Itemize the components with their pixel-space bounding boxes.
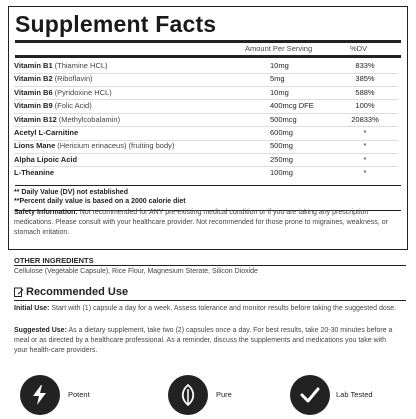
dv-note: ** Daily Value (DV) not established — [14, 189, 128, 196]
ingredient-dv: * — [363, 141, 367, 151]
ingredient-name — [14, 168, 54, 178]
other-ingredients-title: OTHER INGREDIENTS — [14, 256, 94, 265]
pure-label: Pure — [216, 390, 232, 399]
lightning-icon — [28, 383, 52, 407]
ingredient-subname: (Hericium erinaceus) (fruiting body) — [57, 141, 175, 151]
panel-title: Supplement Facts — [15, 11, 217, 37]
ingredient-row — [14, 168, 398, 178]
recommended-divider — [14, 300, 406, 301]
ingredient-row — [14, 141, 398, 151]
ingredient-name-main: L-Theanine — [14, 168, 55, 178]
ingredient-name — [14, 155, 77, 165]
safety-text: Not recommended for ANY pre-existing medical condition or if you are taking any prescription medications. Please consult with your healthcare provider. Not recommended for those prone to migraines, weakness, or stomach irritation. — [14, 209, 388, 236]
initial-use-paragraph — [14, 304, 398, 314]
ingredient-subname: (Folic Acid) — [54, 101, 92, 111]
title-divider — [15, 40, 401, 43]
ingredient-name-main: Vitamin B6 — [14, 87, 53, 97]
potent-badge — [20, 375, 60, 415]
ingredient-name-main: Vitamin B12 — [14, 114, 57, 124]
ingredient-row — [14, 128, 398, 138]
ingredient-dv: * — [363, 168, 367, 178]
ingredient-dv: * — [363, 128, 367, 137]
row-divider — [14, 99, 398, 100]
initial-use-label: Initial Use: — [14, 305, 50, 312]
ingredient-amount: 10mg — [270, 61, 289, 70]
ingredient-row — [14, 74, 398, 84]
ingredient-amount: 250mg — [270, 154, 293, 164]
ingredient-dv: 833% — [355, 61, 375, 70]
leaf-icon — [176, 383, 200, 407]
row-divider — [14, 86, 398, 87]
ingredient-dv: 20833% — [351, 114, 379, 124]
dv-header: %DV — [350, 44, 368, 53]
ingredient-name — [14, 141, 174, 151]
ingredient-name-main: Vitamin B2 — [14, 74, 53, 84]
ingredient-amount: 100mg — [270, 168, 293, 178]
ingredient-dv: 100% — [355, 101, 375, 111]
safety-label: Safety Information: — [14, 209, 78, 216]
lab-tested-label: Lab Tested — [336, 390, 373, 399]
amount-header: Amount Per Serving — [245, 44, 313, 53]
lab-tested-badge — [290, 375, 330, 415]
ingredient-name — [14, 115, 120, 125]
row-divider — [14, 113, 398, 114]
ingredient-amount: 600mg — [270, 128, 293, 137]
pure-badge — [168, 375, 208, 415]
ingredient-name-main: Vitamin B1 — [14, 61, 53, 70]
ingredient-dv: * — [363, 154, 367, 164]
header-divider — [15, 55, 401, 58]
ingredient-name-main: Lions Mane — [14, 141, 56, 151]
ingredient-row — [14, 61, 398, 71]
ingredient-name-main: Acetyl L-Carnitine — [14, 128, 79, 137]
ingredient-subname: (Thiamine HCL) — [54, 61, 108, 70]
ingredient-subname: (Riboflavin) — [54, 74, 93, 84]
ingredient-name — [14, 61, 108, 71]
recommended-use-title: Recommended Use — [26, 286, 129, 298]
ingredient-amount: 10mg — [270, 87, 289, 97]
row-divider — [14, 166, 398, 167]
calorie-note: **Percent daily value is based on a 2000 calorie diet — [14, 198, 186, 205]
potent-label: Potent — [68, 390, 90, 399]
ingredient-row — [14, 155, 398, 165]
ingredient-subname: (Methylcobalamin) — [58, 114, 121, 124]
suggested-use-text: As a dietary supplement, take two (2) capsules once a day. For best results, take 20-30 minutes before a meal or as directed by a healthcare professional. As a reminder, discuss the supplements and medications you take with your health-care providers. — [14, 327, 393, 354]
initial-use-text: Start with (1) capsule a day for a week. Assess tolerance and monitor results before taking the suggested dose. — [49, 305, 397, 312]
ingredient-amount: 5mg — [270, 74, 285, 84]
row-divider — [14, 140, 398, 141]
ingredient-amount: 400mcg DFE — [270, 101, 314, 111]
ingredient-row — [14, 115, 398, 125]
edit-note-icon — [14, 287, 24, 297]
ingredient-name — [14, 88, 112, 98]
ingredient-dv: 385% — [355, 74, 375, 84]
row-divider — [14, 126, 398, 127]
ingredient-amount: 500mcg — [270, 114, 297, 124]
ingredient-row — [14, 88, 398, 98]
ingredient-name — [14, 128, 78, 138]
other-ingredients-divider — [14, 265, 406, 266]
ingredient-name-main: Alpha Lipoic Acid — [14, 154, 78, 164]
ingredient-name — [14, 74, 93, 84]
row-divider — [14, 73, 398, 74]
other-ingredients-text: Cellulose (Vegetable Capsule), Rice Flour, Magnesium Sterate, Silicon Dioxide — [14, 268, 258, 275]
table-bottom-divider — [15, 185, 401, 186]
row-divider — [14, 153, 398, 154]
ingredient-name-main: Vitamin B9 — [14, 101, 53, 111]
ingredient-amount: 500mg — [270, 141, 293, 151]
safety-information — [14, 208, 398, 238]
ingredient-subname: (Pyridoxine HCL) — [54, 87, 112, 97]
suggested-use-label: Suggested Use: — [14, 327, 67, 334]
ingredient-dv: 588% — [355, 87, 375, 97]
suggested-use-paragraph — [14, 326, 398, 356]
checkmark-icon — [298, 383, 322, 407]
ingredient-row — [14, 101, 398, 111]
ingredient-name — [14, 101, 92, 111]
